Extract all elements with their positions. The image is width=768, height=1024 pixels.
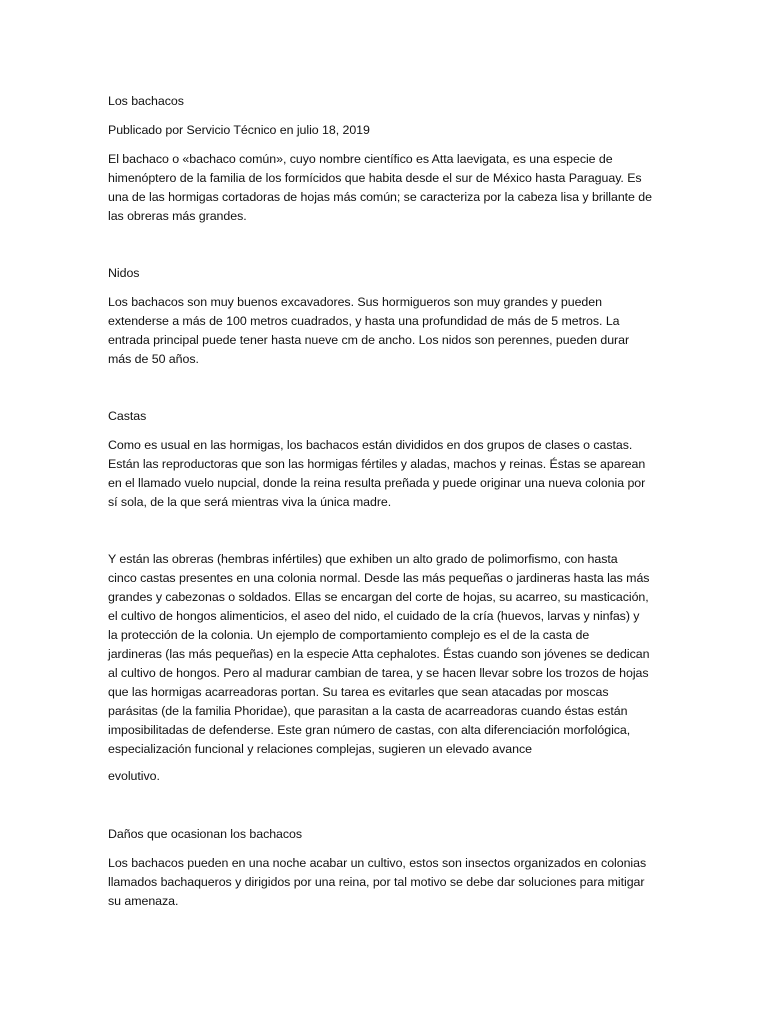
nidos-line: más de 50 años. — [108, 352, 199, 366]
castas-line: jardineras (las más pequeñas) en la especie Atta cephalotes. Éstas cuando son jóvenes se dedican — [108, 647, 650, 661]
castas-line: evolutivo. — [108, 769, 160, 783]
castas-line: Como es usual en las hormigas, los bachacos están divididos en dos grupos de clases o castas. — [108, 438, 633, 452]
nidos-line: extenderse a más de 100 metros cuadrados, y hasta una profundidad de más de 5 metros. La — [108, 314, 620, 328]
castas-line: Y están las obreras (hembras infértiles) que exhiben un alto grado de polimorfismo, con hasta — [108, 552, 618, 566]
castas-line: que las hormigas acarreadoras portan. Su tarea es evitarles que sean atacadas por moscas — [108, 685, 609, 699]
castas-line: al cultivo de hongos. Pero al madurar cambian de tarea, y se hacen llevar sobre los trozos de hojas — [108, 666, 649, 680]
intro-line: una de las hormigas cortadoras de hojas más común; se caracteriza por la cabeza lisa y brillante de — [108, 190, 652, 204]
nidos-line: Los bachacos son muy buenos excavadores. Sus hormigueros son muy grandes y pueden — [108, 295, 602, 309]
danos-line: llamados bachaqueros y dirigidos por una reina, por tal motivo se debe dar soluciones para mitigar — [108, 875, 645, 889]
nidos-line: entrada principal puede tener hasta nueve cm de ancho. Los nidos son perennes, pueden durar — [108, 333, 630, 347]
castas-line: el cultivo de hongos alimenticios, el aseo del nido, el cuidado de la cría (huevos, larvas y ninfas) y — [108, 609, 640, 623]
danos-line: su amenaza. — [108, 894, 179, 908]
castas-line: la protección de la colonia. Un ejemplo de comportamiento complejo es el de la casta de — [108, 628, 590, 642]
document-title: Los bachacos — [108, 94, 184, 108]
intro-line: las obreras más grandes. — [108, 209, 247, 223]
danos-line: Los bachacos pueden en una noche acabar un cultivo, estos son insectos organizados en colonias — [108, 856, 647, 870]
byline: Publicado por Servicio Técnico en julio 18, 2019 — [108, 123, 370, 137]
castas-line: parásitas (de la familia Phoridae), que parasitan a la casta de acarreadoras cuando éstas están — [108, 704, 628, 718]
castas-line: Están las reproductoras que son las hormigas fértiles y aladas, machos y reinas. Éstas se aparean — [108, 457, 646, 471]
castas-line: en el llamado vuelo nupcial, donde la reina resulta preñada y puede originar una nueva colonia por — [108, 476, 646, 490]
castas-line: especialización funcional y relaciones complejas, sugieren un elevado avance — [108, 742, 532, 756]
section-heading-castas: Castas — [108, 409, 147, 423]
castas-line: imposibilitadas de defenderse. Este gran número de castas, con alta diferenciación morfológica, — [108, 723, 631, 737]
section-heading-danos: Daños que ocasionan los bachacos — [108, 827, 303, 841]
section-heading-nidos: Nidos — [108, 266, 140, 280]
intro-line: El bachaco o «bachaco común», cuyo nombre científico es Atta laevigata, es una especie de — [108, 152, 613, 166]
castas-line: sí sola, de la que será mientras viva la única madre. — [108, 495, 392, 509]
castas-line: cinco castas presentes en una colonia normal. Desde las más pequeñas o jardineras hasta las más — [108, 571, 650, 585]
intro-line: himenóptero de la familia de los formícidos que habita desde el sur de México hasta Paraguay. Es — [108, 171, 642, 185]
castas-line: grandes y cabezonas o soldados. Ellas se encargan del corte de hojas, su acarreo, su masticación, — [108, 590, 649, 604]
